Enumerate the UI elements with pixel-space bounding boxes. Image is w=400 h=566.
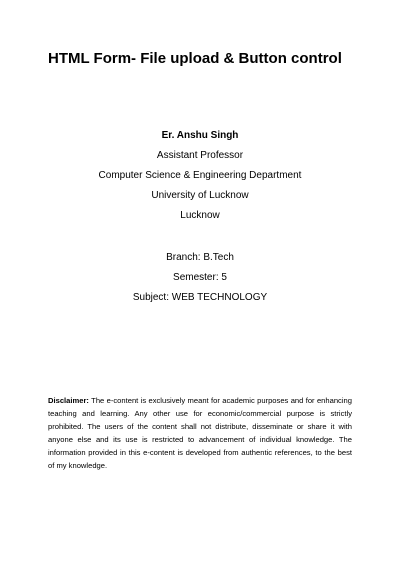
document-title: HTML Form- File upload & Button control xyxy=(48,50,342,67)
author-name: Er. Anshu Singh xyxy=(161,130,239,141)
author-university: University of Lucknow xyxy=(151,190,249,201)
author-city: Lucknow xyxy=(180,210,220,221)
disclaimer-label: Disclaimer: xyxy=(48,395,89,405)
disclaimer-paragraph xyxy=(48,394,352,472)
course-subject: Subject: WEB TECHNOLOGY xyxy=(132,292,268,303)
author-department: Computer Science & Engineering Department xyxy=(98,170,302,181)
course-branch: Branch: B.Tech xyxy=(166,252,234,263)
author-info xyxy=(0,126,400,226)
author-designation: Assistant Professor xyxy=(156,150,244,161)
disclaimer-text: The e-content is exclusively meant for academic purposes and for enhancing teaching and learning. Any other use for economic/commercial purpose is strictly prohibited. The users of the content shall not distribute, disseminate or share it with anyone else and its use is restricted to advancement of individual knowledge. The information provided in this e-content is developed from authentic references, to the best of my knowledge. xyxy=(48,395,352,470)
course-info xyxy=(0,248,400,308)
course-semester: Semester: 5 xyxy=(173,272,227,283)
